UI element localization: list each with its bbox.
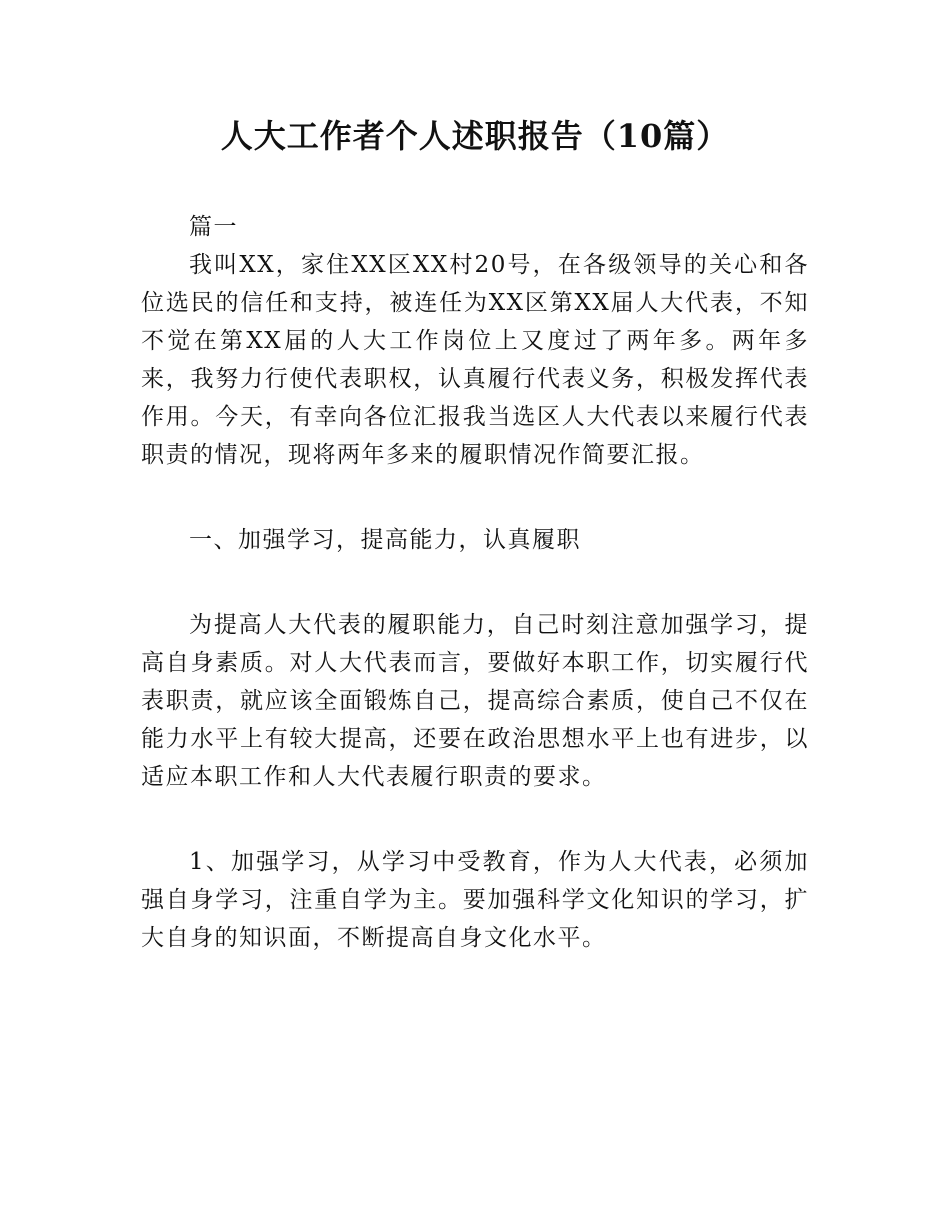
document-title: 人大工作者个人述职报告（10篇） [220,117,730,155]
point-one-paragraph: 1、加强学习，从学习中受教育，作为人大代表，必须加强自身学习，注重自学为主。要加强科学文化知识的学习，扩大自身的知识面，不断提高自身文化水平。 [141,849,809,951]
paragraph-gap [141,559,809,606]
intro-paragraph: 我叫XX，家住XX区XX村20号，在各级领导的关心和各位选民的信任和支持，被连任为XX区第XX届人大代表，不知不觉在第XX届的人大工作岗位上又度过了两年多。两年多来，我努力行使代表职权，认真履行代表义务，积极发挥代表作用。今天，有幸向各位汇报我当选区人大代表以来履行代表职责的情况，现将两年多来的履职情况作简要汇报。 [141,252,809,468]
section-heading-part-one: 篇一 [189,214,238,240]
paragraph-gap [141,474,809,521]
study-paragraph: 为提高人大代表的履职能力，自己时刻注意加强学习，提高自身素质。对人大代表而言，要做好本职工作，切实履行代表职责，就应该全面锻炼自己，提高综合素质，使自己不仅在能力水平上有较大提高，还要在政治思想水平上也有进步，以适应本职工作和人大代表履行职责的要求。 [141,612,809,790]
paragraph-gap [141,796,809,843]
section-heading-one: 一、加强学习，提高能力，认真履职 [189,527,581,553]
document-body [141,208,809,957]
